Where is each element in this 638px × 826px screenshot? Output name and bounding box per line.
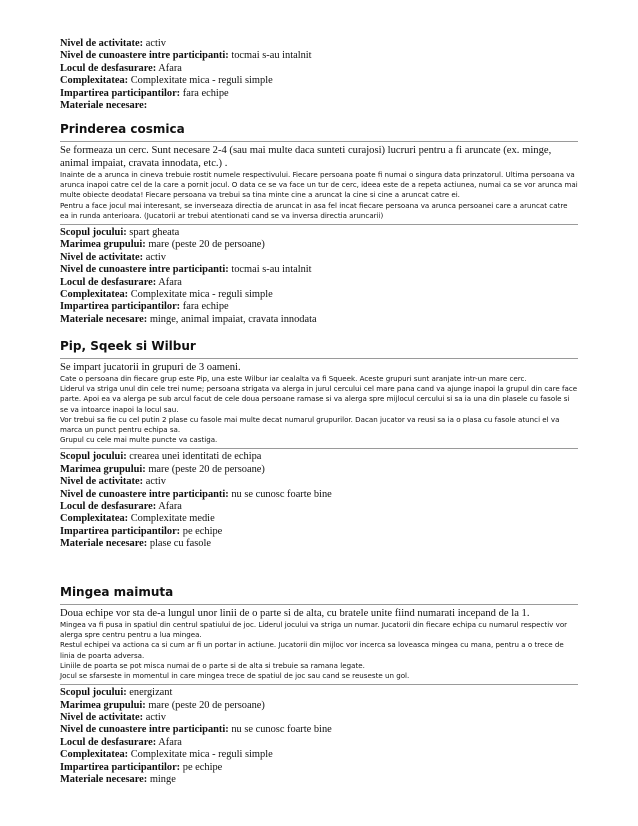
game-metadata (60, 687, 578, 786)
top-metadata (60, 38, 312, 112)
game-section (60, 122, 578, 326)
game-description (60, 620, 578, 681)
meta-activity: Nivel de activitate: activ (60, 712, 166, 724)
meta-complexity: Complexitatea: Complexitate mica - reguli simple (60, 75, 273, 87)
game-paragraph: Inainte de a arunca in cineva trebuie rostit numele respectivului. Fiecare persoana poate fi numai o singura data prinzatorul. Ultima persoana va arunca inapoi catre cel de la care a pornit jocul. O data ce se va face un tur de cerc, ideea este de a repeta actiunea, numai ca se vor arunca mai multe obiecte deodata! Fiecare persoana va trebui sa tina minte cine a aruncat la cine si cine a aruncat catre ei. (60, 170, 578, 200)
meta-materials: Materiale necesare: minge (60, 774, 176, 786)
meta-materials: Materiale necesare: minge, animal impaiat, cravata innodata (60, 313, 317, 325)
meta-activity: Nivel de activitate: activ (60, 476, 166, 488)
game-metadata (60, 227, 578, 326)
meta-division: Impartirea participantilor: pe echipe (60, 525, 223, 537)
meta-location: Locul de desfasurare: Afara (60, 62, 182, 74)
meta-acquaintance: Nivel de cunoastere intre participanti: tocmai s-au intalnit (60, 264, 312, 276)
game-section (60, 339, 578, 551)
meta-activity: Nivel de activitate: activ (60, 251, 166, 263)
divider (60, 448, 578, 449)
meta-group-size: Marimea grupului: mare (peste 20 de persoane) (60, 239, 265, 251)
meta-location: Locul de desfasurare: Afara (60, 736, 182, 748)
game-paragraph: Grupul cu cele mai multe puncte va castiga. (60, 435, 218, 445)
meta-division: Impartirea participantilor: fara echipe (60, 87, 229, 99)
game-intro: Doua echipe vor sta de-a lungul unor linii de o parte si de alta, cu bratele unite fiind numarati incepand de la 1. (60, 608, 530, 619)
game-intro: Se formeaza un cerc. Sunt necesare 2-4 (sau mai multe daca sunteti curajosi) lucruri pentru a fi aruncate (ex. minge, animal impaiat, cravata innodata, etc.) . (60, 145, 552, 169)
meta-division: Impartirea participantilor: fara echipe (60, 301, 229, 313)
divider (60, 358, 578, 359)
game-title: Pip, Sqeek si Wilbur (60, 339, 196, 353)
meta-acquaintance: Nivel de cunoastere intre participanti: tocmai s-au intalnit (60, 50, 312, 62)
meta-scope: Scopul jocului: spart gheata (60, 227, 180, 239)
meta-materials: Materiale necesare: plase cu fasole (60, 538, 211, 550)
game-paragraph: Cate o persoana din fiecare grup este Pip, una este Wilbur iar cealalta va fi Squeek. Aceste grupuri sunt aranjate intr-un mare cerc. (60, 374, 527, 383)
meta-acquaintance: Nivel de cunoastere intre participanti: nu se cunosc foarte bine (60, 488, 332, 500)
game-section (60, 585, 578, 786)
game-description (60, 374, 578, 445)
game-paragraph: Restul echipei va actiona ca si cum ar fi un portar in actiune. Jucatorii din mijloc vor incerca sa loveasca mingea cu mana, pentru a o trece de linia de poarta adversa. (60, 640, 564, 660)
game-paragraph: Vor trebui sa fie cu cel putin 2 plase cu fasole mai multe decat numarul grupurilor. Dacan jucator va reusi sa ia o plasa cu fasole atunci el va marca un punct pentru echipa sa. (60, 414, 560, 435)
meta-group-size: Marimea grupului: mare (peste 20 de persoane) (60, 699, 265, 711)
game-paragraph: Mingea va fi pusa in spatiul din centrul spatiului de joc. Liderul jocului va striga un numar. Jucatorii din fiecare echipa cu numarul respectiv vor alerga spre centru pentru a lua mingea. (60, 620, 568, 640)
game-paragraph: Pentru a face jocul mai interesant, se inverseaza directia de aruncat in asa fel incat fiecare persoana va arunca persoanei care a aruncat catre ea in runda anterioara. (Jucatorii ar trebui atentionati cand se va inversa directia aruncarii) (60, 200, 568, 220)
divider (60, 224, 578, 225)
game-description (60, 170, 578, 221)
meta-complexity: Complexitatea: Complexitate medie (60, 513, 215, 525)
meta-acquaintance: Nivel de cunoastere intre participanti: nu se cunosc foarte bine (60, 724, 332, 736)
divider (60, 141, 578, 142)
divider (60, 684, 578, 685)
meta-materials: Materiale necesare: (60, 100, 148, 112)
meta-complexity: Complexitatea: Complexitate mica - reguli simple (60, 289, 273, 301)
meta-group-size: Marimea grupului: mare (peste 20 de persoane) (60, 463, 265, 475)
meta-division: Impartirea participantilor: pe echipe (60, 761, 223, 773)
divider (60, 604, 578, 605)
game-title: Mingea maimuta (60, 585, 174, 599)
game-paragraph: Jocul se sfarseste in momentul in care mingea trece de spatiul de joc sau cand se reuseste un gol. (60, 671, 410, 681)
game-title: Prinderea cosmica (60, 122, 185, 136)
game-paragraph: Liderul va striga unul din cele trei nume; persoana strigata va alerga in jurul cercului cel mare pana cand va ajunge inapoi la grupul din care face parte. Apoi ea va alerga pe sub arcul facut de cele doua persoane ramase si va alerga spre mijlocul cercului si sa ia una din plasele cu fasole si se va intoarce inapoi la locul sau. (60, 384, 578, 414)
meta-scope: Scopul jocului: energizant (60, 687, 173, 699)
meta-activity: Nivel de activitate: activ (60, 38, 166, 49)
meta-scope: Scopul jocului: crearea unei identitati de echipa (60, 451, 262, 463)
game-intro: Se impart jucatorii in grupuri de 3 oameni. (60, 362, 241, 373)
meta-complexity: Complexitatea: Complexitate mica - reguli simple (60, 749, 273, 761)
meta-location: Locul de desfasurare: Afara (60, 276, 182, 288)
game-paragraph: Liniile de poarta se pot misca numai de o parte si de alta si trebuie sa ramana legate. (60, 660, 365, 670)
meta-location: Locul de desfasurare: Afara (60, 501, 182, 513)
game-metadata (60, 451, 578, 550)
